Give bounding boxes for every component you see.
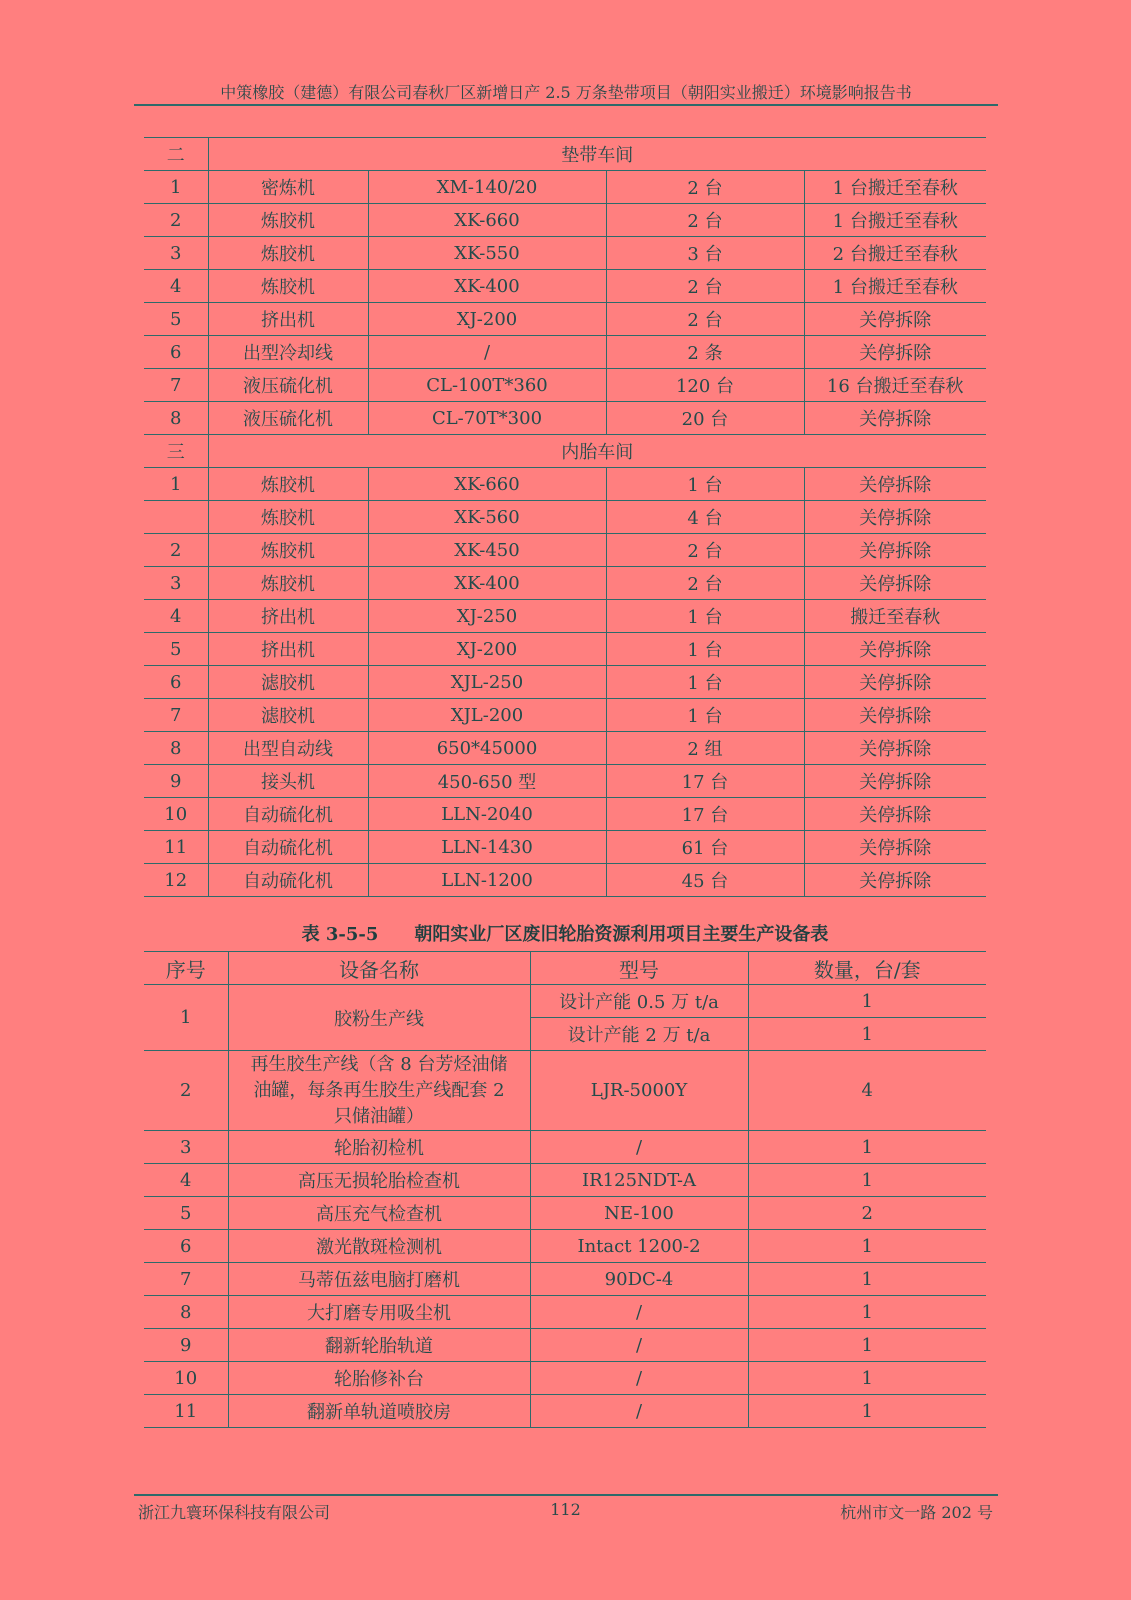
row-no: 6 [144, 1230, 228, 1263]
row-qty: 2 台 [606, 534, 804, 567]
table-row [144, 204, 986, 237]
table-row [144, 831, 986, 864]
row-note: 2 台搬迁至春秋 [804, 237, 986, 270]
row-note: 1 台搬迁至春秋 [804, 270, 986, 303]
row-qty: 1 台 [606, 666, 804, 699]
table-row [144, 303, 986, 336]
row-model: LLN-1200 [368, 864, 606, 897]
row-note: 关停拆除 [804, 798, 986, 831]
row-qty: 2 台 [606, 303, 804, 336]
row-qty: 1 [748, 1018, 986, 1051]
row-no: 5 [144, 303, 208, 336]
row-note: 关停拆除 [804, 732, 986, 765]
row-no: 7 [144, 369, 208, 402]
header-rule [134, 104, 998, 106]
row-qty: 1 [748, 1395, 986, 1428]
table-header-row [144, 952, 986, 985]
table-row [144, 534, 986, 567]
row-name: 出型自动线 [208, 732, 368, 765]
header-model: 型号 [530, 952, 748, 985]
section-no: 三 [144, 435, 208, 468]
equipment-table-continued [144, 137, 986, 897]
table-row [144, 600, 986, 633]
row-no: 9 [144, 765, 208, 798]
section-row [144, 138, 986, 171]
row-name: 炼胶机 [208, 567, 368, 600]
row-name: 炼胶机 [208, 468, 368, 501]
row-model: XJL-200 [368, 699, 606, 732]
row-no: 8 [144, 402, 208, 435]
row-note: 关停拆除 [804, 468, 986, 501]
row-name: 出型冷却线 [208, 336, 368, 369]
section-no: 二 [144, 138, 208, 171]
row-name: 自动硫化机 [208, 831, 368, 864]
row-model: NE-100 [530, 1197, 748, 1230]
row-qty: 1 [748, 1164, 986, 1197]
row-no: 4 [144, 1164, 228, 1197]
row-note: 16 台搬迁至春秋 [804, 369, 986, 402]
row-name: 炼胶机 [208, 501, 368, 534]
row-qty: 1 [748, 1296, 986, 1329]
row-model: XM-140/20 [368, 171, 606, 204]
footer-rule [134, 1494, 998, 1496]
row-no: 7 [144, 1263, 228, 1296]
row-name: 高压无损轮胎检查机 [228, 1164, 530, 1197]
table-row [144, 985, 986, 1018]
row-model: XK-450 [368, 534, 606, 567]
row-name: 翻新轮胎轨道 [228, 1329, 530, 1362]
row-name: 再生胶生产线（含 8 台芳烃油储油罐，每条再生胶生产线配套 2 只储油罐） [228, 1051, 530, 1131]
row-name: 自动硫化机 [208, 798, 368, 831]
row-name: 高压充气检查机 [228, 1197, 530, 1230]
row-note: 关停拆除 [804, 765, 986, 798]
row-no: 2 [144, 1051, 228, 1131]
table-row [144, 402, 986, 435]
row-qty: 1 [748, 1230, 986, 1263]
row-name: 炼胶机 [208, 204, 368, 237]
row-note: 关停拆除 [804, 633, 986, 666]
section-title: 内胎车间 [208, 435, 986, 468]
row-model: XJL-250 [368, 666, 606, 699]
table-row [144, 369, 986, 402]
row-no: 5 [144, 1197, 228, 1230]
row-no: 11 [144, 1395, 228, 1428]
row-name: 挤出机 [208, 303, 368, 336]
row-model: CL-100T*360 [368, 369, 606, 402]
row-no: 6 [144, 336, 208, 369]
row-note: 关停拆除 [804, 534, 986, 567]
row-no: 5 [144, 633, 208, 666]
table-row [144, 270, 986, 303]
row-name: 液压硫化机 [208, 402, 368, 435]
row-qty: 2 组 [606, 732, 804, 765]
table-row [144, 699, 986, 732]
row-note: 关停拆除 [804, 864, 986, 897]
row-name: 大打磨专用吸尘机 [228, 1296, 530, 1329]
row-qty: 3 台 [606, 237, 804, 270]
row-note: 关停拆除 [804, 402, 986, 435]
footer-page-number: 112 [550, 1500, 581, 1519]
row-no: 3 [144, 237, 208, 270]
row-note: 关停拆除 [804, 501, 986, 534]
row-model: / [368, 336, 606, 369]
row-model: 650*45000 [368, 732, 606, 765]
row-no: 1 [144, 985, 228, 1051]
row-qty: 1 [748, 1329, 986, 1362]
row-model: Intact 1200-2 [530, 1230, 748, 1263]
row-name: 炼胶机 [208, 270, 368, 303]
row-no: 3 [144, 1131, 228, 1164]
row-note: 关停拆除 [804, 336, 986, 369]
row-note: 关停拆除 [804, 567, 986, 600]
table-caption: 表 3-5-5 朝阳实业厂区废旧轮胎资源利用项目主要生产设备表 [301, 924, 829, 945]
row-model: / [530, 1296, 748, 1329]
row-model: XK-550 [368, 237, 606, 270]
row-model: / [530, 1329, 748, 1362]
row-qty: 1 台 [606, 468, 804, 501]
row-no: 2 [144, 534, 208, 567]
row-note: 1 台搬迁至春秋 [804, 171, 986, 204]
row-name: 滤胶机 [208, 666, 368, 699]
row-no: 6 [144, 666, 208, 699]
page-header: 中策橡胶（建德）有限公司春秋厂区新增日产 2.5 万条垫带项目（朝阳实业搬迁）环境影响报告书 [220, 83, 912, 102]
table-row [144, 567, 986, 600]
row-qty: 4 台 [606, 501, 804, 534]
table-row [144, 666, 986, 699]
row-note: 搬迁至春秋 [804, 600, 986, 633]
row-no: 11 [144, 831, 208, 864]
row-no: 4 [144, 270, 208, 303]
row-name: 滤胶机 [208, 699, 368, 732]
table-row [144, 1329, 986, 1362]
row-qty: 1 [748, 1362, 986, 1395]
row-no: 2 [144, 204, 208, 237]
table-row [144, 1296, 986, 1329]
table-row [144, 336, 986, 369]
row-model: LLN-1430 [368, 831, 606, 864]
row-no: 1 [144, 171, 208, 204]
row-name: 炼胶机 [208, 534, 368, 567]
row-model: / [530, 1131, 748, 1164]
row-model: LJR-5000Y [530, 1051, 748, 1131]
table-row [144, 1395, 986, 1428]
row-name: 激光散斑检测机 [228, 1230, 530, 1263]
row-model: XJ-200 [368, 303, 606, 336]
row-model: 450-650 型 [368, 765, 606, 798]
row-no: 7 [144, 699, 208, 732]
row-qty: 17 台 [606, 798, 804, 831]
header-qty: 数量，台/套 [748, 952, 986, 985]
table-row [144, 1362, 986, 1395]
table-row [144, 1131, 986, 1164]
row-no: 8 [144, 1296, 228, 1329]
row-model: XK-400 [368, 567, 606, 600]
row-no: 9 [144, 1329, 228, 1362]
row-qty: 2 条 [606, 336, 804, 369]
row-note: 关停拆除 [804, 303, 986, 336]
table-row [144, 171, 986, 204]
table-row [144, 765, 986, 798]
row-qty: 20 台 [606, 402, 804, 435]
row-qty: 4 [748, 1051, 986, 1131]
section-row [144, 435, 986, 468]
table-row [144, 864, 986, 897]
row-name: 挤出机 [208, 600, 368, 633]
row-model: XK-560 [368, 501, 606, 534]
row-model: 设计产能 0.5 万 t/a [530, 985, 748, 1018]
row-qty: 2 台 [606, 204, 804, 237]
row-qty: 61 台 [606, 831, 804, 864]
row-model: XK-400 [368, 270, 606, 303]
table-row [144, 1263, 986, 1296]
row-model: / [530, 1362, 748, 1395]
row-qty: 2 台 [606, 171, 804, 204]
row-note: 关停拆除 [804, 699, 986, 732]
row-no: 10 [144, 1362, 228, 1395]
waste-tire-equipment-table [144, 951, 986, 1428]
table-row [144, 1197, 986, 1230]
row-qty: 17 台 [606, 765, 804, 798]
row-qty: 1 [748, 985, 986, 1018]
row-qty: 1 台 [606, 600, 804, 633]
row-model: 设计产能 2 万 t/a [530, 1018, 748, 1051]
row-model: XK-660 [368, 204, 606, 237]
row-qty: 45 台 [606, 864, 804, 897]
row-name: 翻新单轨道喷胶房 [228, 1395, 530, 1428]
row-note: 1 台搬迁至春秋 [804, 204, 986, 237]
row-no: 8 [144, 732, 208, 765]
row-note: 关停拆除 [804, 666, 986, 699]
row-name: 液压硫化机 [208, 369, 368, 402]
row-name: 接头机 [208, 765, 368, 798]
row-qty: 1 台 [606, 699, 804, 732]
row-name: 挤出机 [208, 633, 368, 666]
row-name: 马蒂伍兹电脑打磨机 [228, 1263, 530, 1296]
table-row [144, 237, 986, 270]
footer-company: 浙江九寰环保科技有限公司 [138, 1503, 331, 1522]
table-row [144, 732, 986, 765]
table-row [144, 1230, 986, 1263]
row-name: 炼胶机 [208, 237, 368, 270]
row-no [144, 501, 208, 534]
row-qty: 1 台 [606, 633, 804, 666]
row-qty: 2 台 [606, 270, 804, 303]
row-qty: 1 [748, 1131, 986, 1164]
row-model: XJ-200 [368, 633, 606, 666]
row-name: 自动硫化机 [208, 864, 368, 897]
table-row [144, 798, 986, 831]
row-name: 轮胎修补台 [228, 1362, 530, 1395]
row-model: / [530, 1395, 748, 1428]
row-name: 胶粉生产线 [228, 985, 530, 1051]
row-qty: 2 [748, 1197, 986, 1230]
row-qty: 1 [748, 1263, 986, 1296]
row-model: XJ-250 [368, 600, 606, 633]
row-no: 4 [144, 600, 208, 633]
row-name: 轮胎初检机 [228, 1131, 530, 1164]
footer-address: 杭州市文一路 202 号 [840, 1503, 993, 1522]
row-model: IR125NDT-A [530, 1164, 748, 1197]
header-no: 序号 [144, 952, 228, 985]
row-no: 10 [144, 798, 208, 831]
row-model: XK-660 [368, 468, 606, 501]
row-no: 1 [144, 468, 208, 501]
section-title: 垫带车间 [208, 138, 986, 171]
row-model: 90DC-4 [530, 1263, 748, 1296]
table-row [144, 1051, 986, 1131]
row-model: LLN-2040 [368, 798, 606, 831]
table-row [144, 633, 986, 666]
row-note: 关停拆除 [804, 831, 986, 864]
row-name: 密炼机 [208, 171, 368, 204]
row-model: CL-70T*300 [368, 402, 606, 435]
row-qty: 120 台 [606, 369, 804, 402]
row-no: 12 [144, 864, 208, 897]
table-row [144, 501, 986, 534]
row-no: 3 [144, 567, 208, 600]
table-row [144, 1164, 986, 1197]
header-name: 设备名称 [228, 952, 530, 985]
row-qty: 2 台 [606, 567, 804, 600]
table-row [144, 468, 986, 501]
